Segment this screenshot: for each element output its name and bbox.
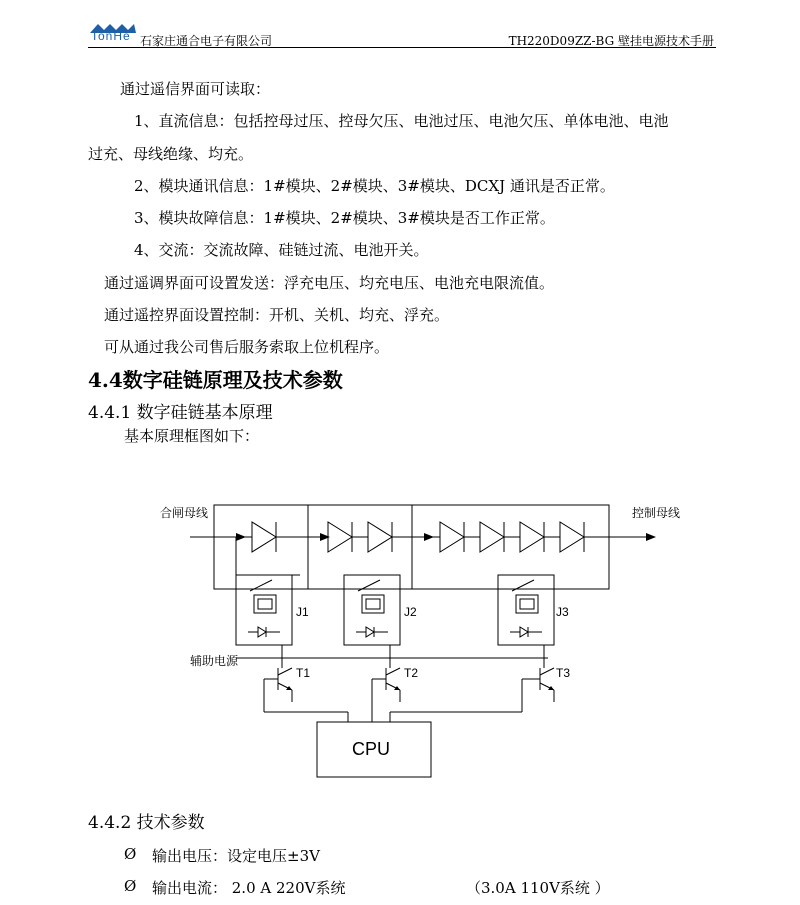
diode-4 — [440, 522, 464, 552]
label-t1: T1 — [296, 666, 311, 680]
bullet-icon: Ø — [124, 877, 137, 895]
bullet-icon: Ø — [124, 845, 137, 863]
section-heading-4-4-2: 4.4.2 技术参数 — [88, 813, 205, 833]
diode-3 — [368, 522, 392, 552]
output-arrow — [646, 533, 656, 541]
section-heading-4-4: 4.4数字硅链原理及技术参数 — [88, 368, 343, 392]
list-item-ac: 4、交流：交流故障、硅链过流、电池开关。 — [134, 241, 429, 259]
param-output-voltage: 输出电压：设定电压±3V — [152, 847, 320, 865]
label-j2: J2 — [404, 605, 417, 619]
logo-text: TonHe — [91, 29, 131, 43]
diode-7 — [560, 522, 584, 552]
paragraph-remote-adjust: 通过遥调界面可设置发送：浮充电压、均充电压、电池充电限流值。 — [104, 274, 555, 292]
manual-title: TH220D09ZZ-BG 壁挂电源技术手册 — [508, 34, 714, 48]
relay-j1 — [236, 575, 292, 645]
diode-6 — [520, 522, 544, 552]
param-output-current: 输出电流： 2.0 A 220V系统 — [152, 879, 346, 897]
relay-j2 — [344, 575, 400, 645]
param-output-current-note: （3.0A 110V系统 ） — [466, 879, 610, 897]
diode-5 — [480, 522, 504, 552]
label-left-bus: 合闸母线 — [160, 506, 209, 520]
diode-1 — [252, 522, 276, 552]
label-right-bus: 控制母线 — [632, 506, 681, 520]
transistor-t2 — [372, 658, 400, 712]
section-heading-4-4-1: 4.4.1 数字硅链基本原理 — [88, 403, 273, 423]
company-name: 石家庄通合电子有限公司 — [140, 34, 273, 48]
list-item-module-comm: 2、模块通讯信息：1#模块、2#模块、3#模块、DCXJ 通讯是否正常。 — [134, 177, 615, 195]
paragraph-software: 可从通过我公司售后服务索取上位机程序。 — [104, 338, 390, 356]
relay-j3 — [498, 575, 554, 645]
intro-paragraph: 通过遥信界面可读取： — [120, 80, 271, 98]
transistor-t3 — [522, 658, 554, 712]
transistor-t1 — [264, 658, 292, 712]
list-item-dc-info: 1、直流信息：包括控母过压、控母欠压、电池过压、电池欠压、单体电池、电池 — [134, 112, 669, 130]
label-t2: T2 — [404, 666, 419, 680]
list-item-module-fault: 3、模块故障信息：1#模块、2#模块、3#模块是否工作正常。 — [134, 209, 555, 227]
diode-2 — [328, 522, 352, 552]
label-j3: J3 — [556, 605, 569, 619]
label-aux-power: 辅助电源 — [190, 654, 239, 668]
diagram-caption: 基本原理框图如下： — [124, 427, 260, 445]
paragraph-remote-control: 通过遥控界面设置控制：开机、关机、均充、浮充。 — [104, 306, 450, 324]
label-t3: T3 — [556, 666, 571, 680]
label-cpu: CPU — [352, 739, 391, 759]
label-j1: J1 — [296, 605, 309, 619]
list-item-dc-info-cont: 过充、母线绝缘、均充。 — [88, 145, 254, 163]
